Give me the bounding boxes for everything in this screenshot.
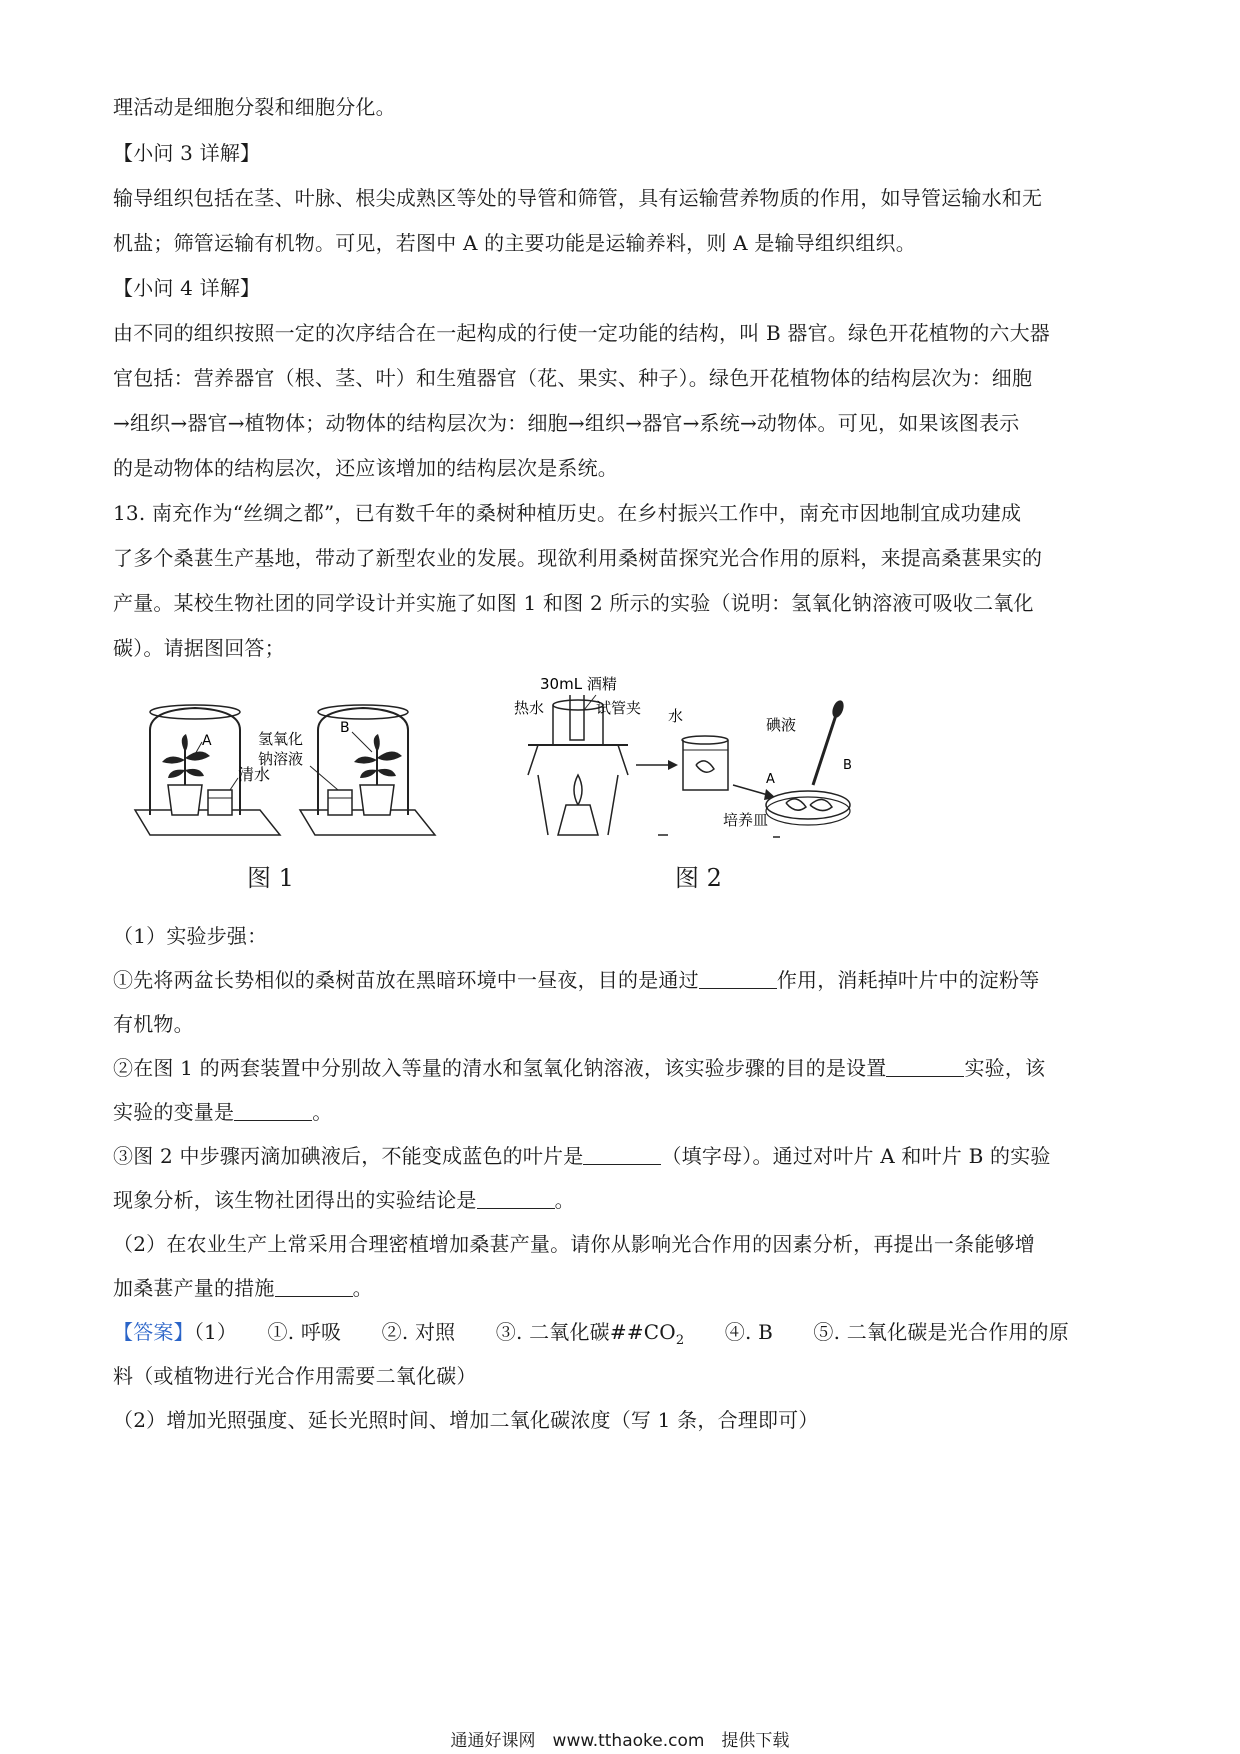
question-1c-line-2 <box>113 1185 1133 1215</box>
figure-2-caption: 图 2 <box>675 864 722 892</box>
page-footer: 通通好课网 www.tthaoke.com 提供下载 <box>450 1731 790 1751</box>
figure-1-label-naoh-1: 氢氧化 <box>258 730 304 748</box>
text-line: 碳）。请据图回答； <box>113 636 285 660</box>
text-line: 由不同的组织按照一定的次序结合在一起构成的行使一定功能的结构，叫 B 器官。绿色开花植物的六大器 <box>113 321 1051 345</box>
answer-subscript: 2 <box>675 1333 685 1348</box>
question-1b-text-2-end: 。 <box>312 1100 333 1124</box>
answer-blank[interactable] <box>275 1274 353 1297</box>
answer-line-3: （2）增加光照强度、延长光照时间、增加二氧化碳浓度（写 1 条，合理即可） <box>113 1408 819 1432</box>
text-line: 机盐；筛管运输有机物。可见，若图中 A 的主要功能是运输养料，则 A 是输导组织组织。 <box>113 231 916 255</box>
question-part-2: （2）在农业生产上常采用合理密植增加桑葚产量。请你从影响光合作用的因素分析，再提出一条能够增 <box>113 1232 1035 1256</box>
answer-line-1 <box>113 1317 1133 1356</box>
answer-blank[interactable] <box>583 1142 661 1165</box>
question-1c-text-end: （填字母）。通过对叶片 A 和叶片 B 的实验 <box>661 1144 1051 1168</box>
figure-1-caption: 图 1 <box>247 864 294 892</box>
figure-1-label-b: B <box>340 720 350 736</box>
answer-blank[interactable] <box>477 1186 555 1209</box>
text-line: →组织→器官→植物体；动物体的结构层次为：细胞→组织→器官→系统→动物体。可见，如果该图表示 <box>113 411 1020 435</box>
question-1b-text: ②在图 1 的两套装置中分别故入等量的清水和氢氧化钠溶液，该实验步骤的目的是设置 <box>113 1056 887 1080</box>
question-1c-text-2-end: 。 <box>554 1188 575 1212</box>
figure-2-label-a: A <box>766 772 775 787</box>
question-2-text-2: 加桑葚产量的措施 <box>113 1276 275 1300</box>
question-1a <box>113 965 1133 995</box>
text-line: 有机物。 <box>113 1012 194 1036</box>
question-1c-text-2: 现象分析，该生物社团得出的实验结论是 <box>113 1188 477 1212</box>
subquestion-heading: 【小问 4 详解】 <box>113 276 261 300</box>
question-1b <box>113 1053 1133 1083</box>
figure-1-label-a: A <box>202 733 212 749</box>
figure-1-label-water: 清水 <box>238 765 271 784</box>
answer-text: （1） ①. 呼吸 ②. 对照 ③. 二氧化碳##CO <box>193 1320 676 1344</box>
figure-2-label-clamp: 试管夹 <box>596 699 642 717</box>
text-line: 了多个桑葚生产基地，带动了新型农业的发展。现欲利用桑树苗探究光合作用的原料，来提高桑葚果实的 <box>113 546 1043 570</box>
text-line: 官包括：营养器官（根、茎、叶）和生殖器官（花、果实、种子）。绿色开花植物体的结构层次为：细胞 <box>113 366 1033 390</box>
figure-2-label-dish: 培养皿 <box>723 811 769 829</box>
question-13-line: 13. 南充作为“丝绸之都”，已有数千年的桑树种植历史。在乡村振兴工作中，南充市因地制宜成功建成 <box>113 501 1022 525</box>
answer-blank[interactable] <box>234 1098 312 1121</box>
question-1c-text: ③图 2 中步骤丙滴加碘液后，不能变成蓝色的叶片是 <box>113 1144 584 1168</box>
figure-2-label-iodine: 碘液 <box>766 716 797 734</box>
figure-2-label-hotwater: 热水 <box>514 699 545 717</box>
answer-blank[interactable] <box>886 1054 964 1077</box>
question-part-1: （1）实验步强： <box>113 924 268 948</box>
question-2-line-2 <box>113 1273 1133 1303</box>
question-1b-line-2 <box>113 1097 1133 1127</box>
question-2-text-2-end: 。 <box>352 1276 373 1300</box>
text-line: 产量。某校生物社团的同学设计并实施了如图 1 和图 2 所示的实验（说明：氢氧化钠溶液可吸收二氧化 <box>113 591 1034 615</box>
answer-line-2: 料（或植物进行光合作用需要二氧化碳） <box>113 1364 477 1388</box>
answer-blank[interactable] <box>699 966 777 989</box>
subquestion-heading: 【小问 3 详解】 <box>113 141 261 165</box>
question-1a-text-end: 作用，消耗掉叶片中的淀粉等 <box>776 968 1040 992</box>
figure-2-label-alcohol: 30mL 酒精 <box>540 675 617 693</box>
question-1a-text: ①先将两盆长势相似的桑树苗放在黑暗环境中一昼夜，目的是通过 <box>113 968 699 992</box>
text-line: 理活动是细胞分裂和细胞分化。 <box>113 95 396 119</box>
answer-tag: 【答案】 <box>113 1320 194 1344</box>
figure-1-label-naoh-2: 钠溶液 <box>258 750 304 768</box>
question-1b-text-end: 实验，该 <box>964 1056 1046 1080</box>
figure-2-label-b: B <box>843 758 852 773</box>
text-line: 输导组织包括在茎、叶脉、根尖成熟区等处的导管和筛管，具有运输营养物质的作用，如导管运输水和无 <box>113 186 1043 210</box>
answer-text-rest: ④. B ⑤. 二氧化碳是光合作用的原 <box>684 1320 1069 1344</box>
question-1c <box>113 1141 1133 1171</box>
figure-2-label-water: 水 <box>668 707 684 725</box>
text-line: 的是动物体的结构层次，还应该增加的结构层次是系统。 <box>113 456 618 480</box>
question-1b-text-2: 实验的变量是 <box>113 1100 235 1124</box>
figure-1-diagram <box>130 690 450 860</box>
figure-2-diagram <box>514 665 863 860</box>
